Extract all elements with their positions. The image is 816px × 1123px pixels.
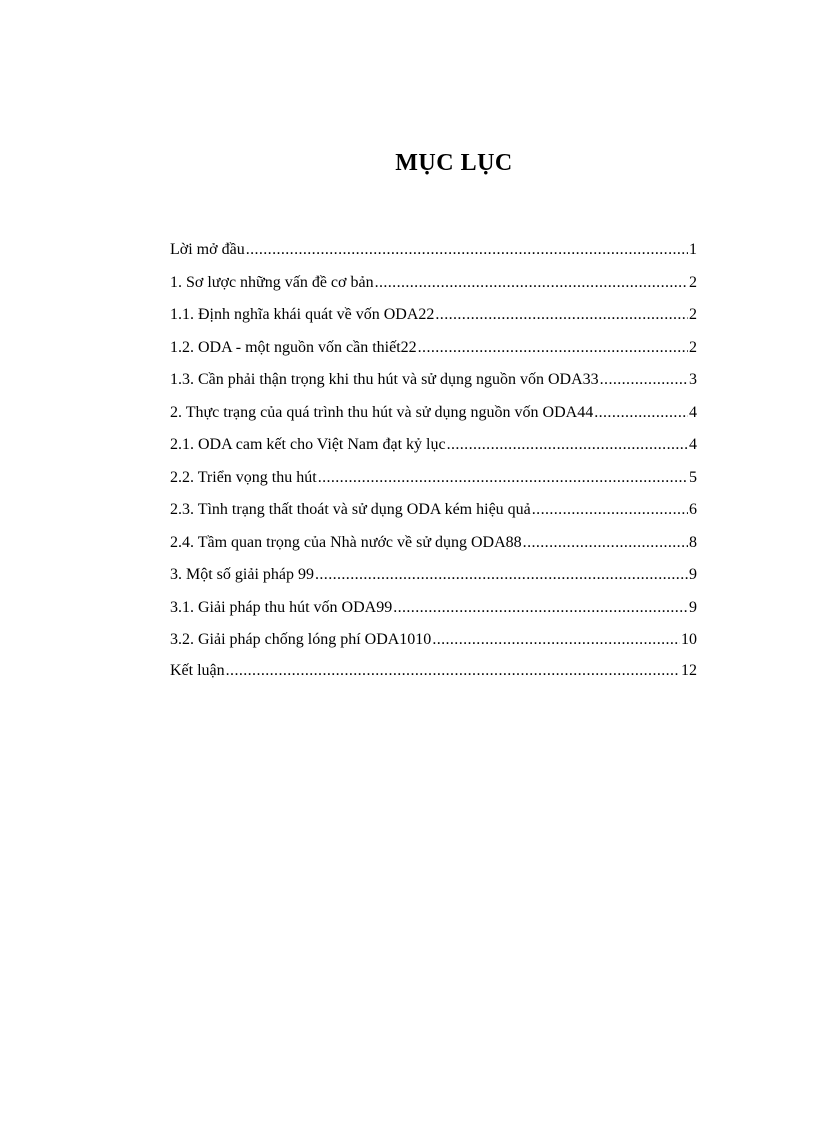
page-title: MỤC LỤC xyxy=(395,150,513,176)
toc-page-number: 8 xyxy=(689,533,697,551)
toc-entry-text: 3.1. Giải pháp thu hút vốn ODA99 xyxy=(170,598,393,616)
toc-entry[interactable] xyxy=(170,431,697,464)
toc-entry-text: 1.3. Cần phải thận trọng khi thu hút và sử dụng nguồn vốn ODA33 xyxy=(170,371,599,388)
toc-entry-text: 3.2. Giải pháp chống lóng phí ODA1010 xyxy=(170,631,432,648)
toc-entry-text: 2.4. Tầm quan trọng của Nhà nước về sử dụng ODA88 xyxy=(170,533,522,551)
toc-dot-leader xyxy=(600,366,688,394)
toc-dot-leader xyxy=(375,269,688,297)
toc-entry[interactable] xyxy=(170,657,697,688)
toc-page-number: 2 xyxy=(689,273,697,291)
toc-entry-text: Lời mở đầu xyxy=(170,241,245,258)
toc-entry[interactable] xyxy=(170,496,697,529)
toc-page-number: 4 xyxy=(689,403,697,421)
toc-entry-text: Kết luận xyxy=(170,662,225,679)
toc-entry-text: 1.1. Định nghĩa khái quát về vốn ODA22 xyxy=(170,306,435,323)
toc-entry-text: 1. Sơ lược những vấn đề cơ bản xyxy=(170,273,374,291)
toc-entry-text: 2.2. Triển vọng thu hút xyxy=(170,468,317,486)
toc-page-number: 9 xyxy=(689,598,697,616)
toc-page-number: 2 xyxy=(689,338,697,356)
toc-page-number: 10 xyxy=(681,631,697,648)
toc-entry[interactable] xyxy=(170,269,697,302)
toc-entry[interactable] xyxy=(170,626,697,657)
toc-entry[interactable] xyxy=(170,366,697,399)
toc-entry[interactable] xyxy=(170,399,697,432)
toc-entry[interactable] xyxy=(170,561,697,594)
toc-dot-leader xyxy=(432,626,680,654)
toc-dot-leader xyxy=(246,236,688,264)
table-of-contents xyxy=(170,236,697,688)
toc-entry-text: 2.1. ODA cam kết cho Việt Nam đạt kỷ lục xyxy=(170,436,446,453)
toc-page-number: 3 xyxy=(689,371,697,388)
toc-entry-text: 3. Một số giải pháp 99 xyxy=(170,566,314,583)
toc-dot-leader xyxy=(447,431,688,459)
toc-page-number: 2 xyxy=(689,306,697,323)
toc-page-number: 9 xyxy=(689,566,697,583)
toc-page-number: 12 xyxy=(681,662,697,679)
toc-entry[interactable] xyxy=(170,236,697,269)
toc-entry-text: 1.2. ODA - một nguồn vốn cần thiết22 xyxy=(170,338,417,356)
toc-dot-leader xyxy=(226,657,680,685)
toc-dot-leader xyxy=(318,464,688,492)
toc-page-number: 4 xyxy=(689,436,697,453)
toc-entry[interactable] xyxy=(170,529,697,562)
toc-entry[interactable] xyxy=(170,594,697,627)
toc-dot-leader xyxy=(532,496,688,524)
toc-dot-leader xyxy=(594,399,688,427)
toc-dot-leader xyxy=(418,334,688,362)
toc-dot-leader xyxy=(435,301,688,329)
toc-dot-leader xyxy=(315,561,688,589)
toc-page-number: 6 xyxy=(689,501,697,518)
toc-entry[interactable] xyxy=(170,334,697,367)
toc-dot-leader xyxy=(393,594,688,622)
toc-dot-leader xyxy=(523,529,688,557)
toc-entry[interactable] xyxy=(170,301,697,334)
toc-entry[interactable] xyxy=(170,464,697,497)
toc-page-number: 1 xyxy=(689,241,697,258)
toc-entry-text: 2. Thực trạng của quá trình thu hút và sử dụng nguồn vốn ODA44 xyxy=(170,403,594,421)
toc-page-number: 5 xyxy=(689,468,697,486)
toc-entry-text: 2.3. Tình trạng thất thoát và sử dụng ODA kém hiệu quả xyxy=(170,501,531,518)
